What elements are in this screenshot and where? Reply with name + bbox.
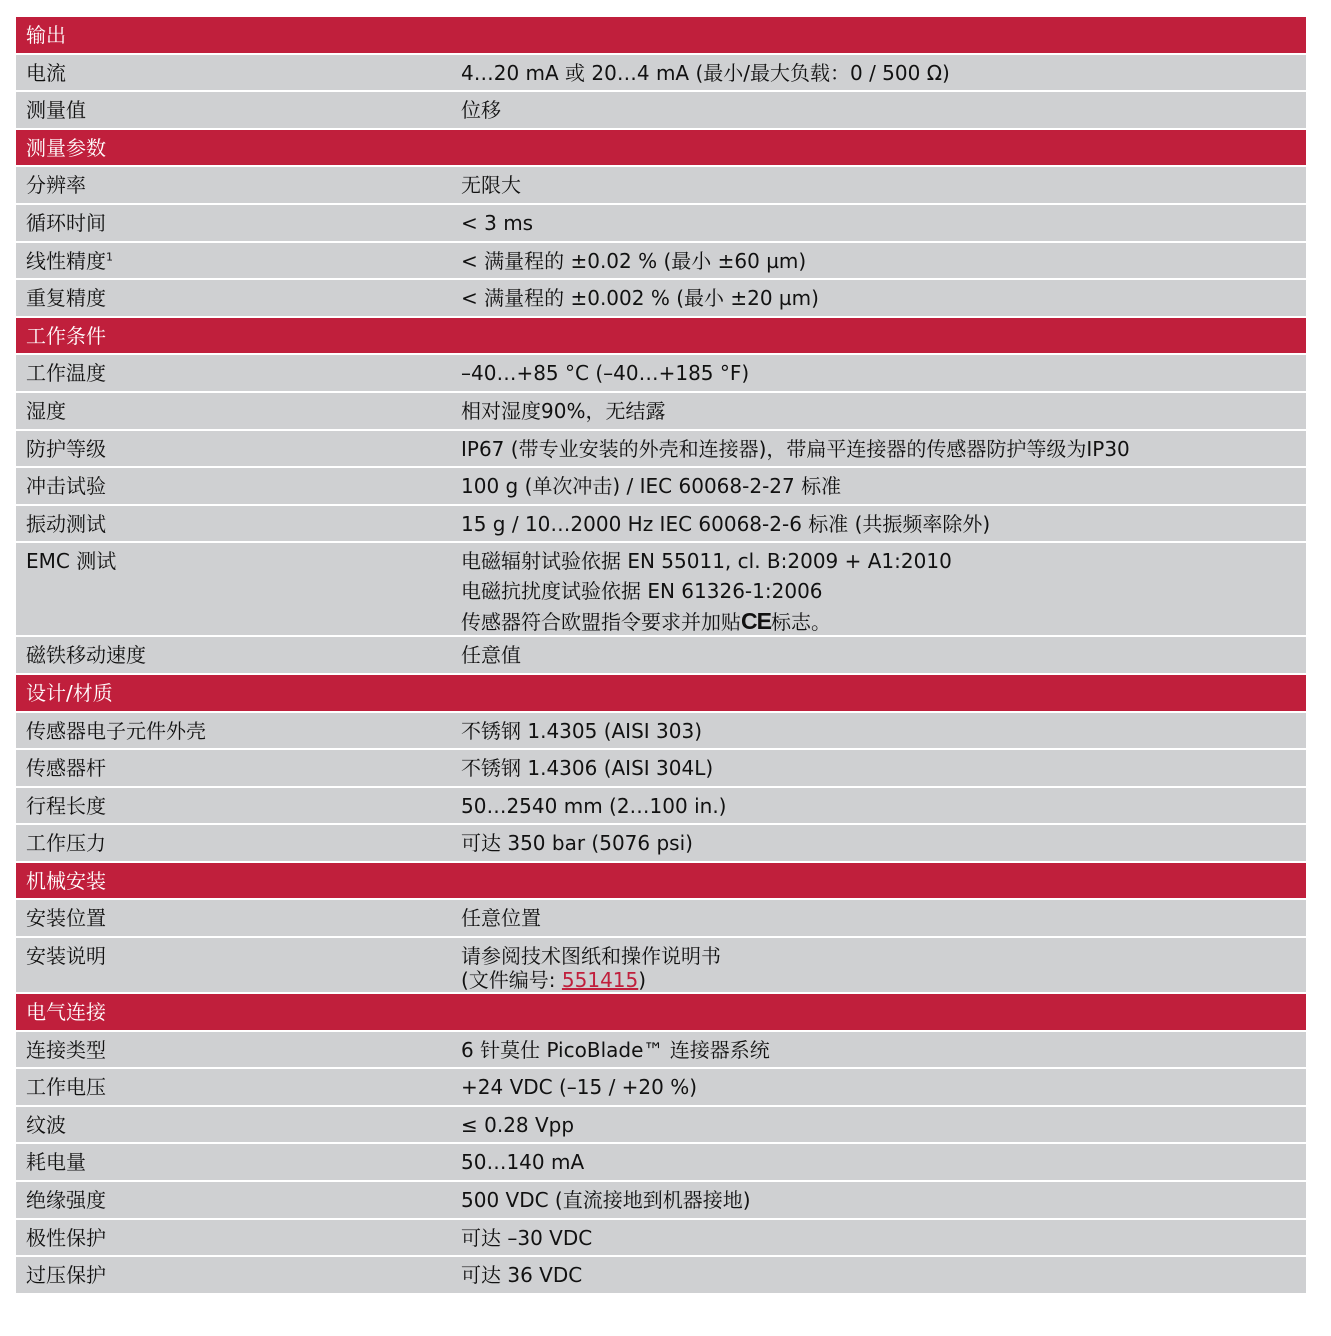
row-label: 重复精度 (26, 286, 106, 311)
row-value: 500 VDC (直流接地到机器接地) (461, 1188, 751, 1213)
table-row (16, 393, 1306, 431)
table-row (16, 355, 1306, 393)
section-header-output (16, 17, 1306, 55)
row-value: IP67 (带专业安装的外壳和连接器)，带扁平连接器的传感器防护等级为IP30 (461, 436, 1130, 461)
row-label: 防护等级 (26, 436, 106, 461)
row-label: 行程长度 (26, 793, 106, 818)
table-row-emc (16, 543, 1306, 637)
emc-line-1: 电磁辐射试验依据 EN 55011, cl. B:2009 + A1:2010 (461, 549, 952, 574)
row-label-text: 线性精度 (26, 248, 106, 273)
section-title: 输出 (26, 23, 66, 47)
table-row (16, 92, 1306, 130)
row-label: 工作温度 (26, 361, 106, 386)
table-row (16, 788, 1306, 826)
row-label: 测量值 (26, 98, 86, 123)
table-row (16, 1032, 1306, 1070)
row-label (16, 243, 461, 279)
row-value: 50…2540 mm (2…100 in.) (461, 793, 727, 818)
row-label: 过压保护 (26, 1263, 106, 1288)
row-value: < 满量程的 ±0.002 % (最小 ±20 µm) (461, 286, 819, 311)
row-value: 不锈钢 1.4305 (AISI 303) (461, 718, 703, 743)
section-header-operating-conditions (16, 318, 1306, 356)
table-row (16, 55, 1306, 93)
table-row (16, 1069, 1306, 1107)
row-value: 相对湿度90%，无结露 (461, 398, 666, 423)
row-label: 电流 (26, 60, 66, 85)
row-label: 绝缘强度 (26, 1188, 106, 1213)
row-value: –40…+85 °C (–40…+185 °F) (461, 361, 750, 386)
row-value: 可达 36 VDC (461, 1263, 583, 1288)
row-label: 传感器杆 (26, 756, 106, 781)
table-row (16, 1107, 1306, 1145)
row-label: 磁铁移动速度 (26, 643, 146, 668)
doc-number-prefix: (文件编号: (461, 968, 562, 993)
row-value: 50…140 mA (461, 1150, 585, 1175)
row-label: EMC 测试 (26, 549, 117, 574)
section-header-design-material (16, 675, 1306, 713)
table-row (16, 506, 1306, 544)
row-value: 100 g (单次冲击) / IEC 60068-2-27 标准 (461, 474, 842, 499)
section-title: 机械安装 (26, 868, 106, 893)
table-row (16, 205, 1306, 243)
footnote-marker: 1 (106, 249, 113, 263)
table-row (16, 468, 1306, 506)
row-value: +24 VDC (–15 / +20 %) (461, 1075, 698, 1100)
table-row (16, 431, 1306, 469)
emc-line-3 (461, 606, 1306, 637)
emc-line-2: 电磁抗扰度试验依据 EN 61326-1:2006 (461, 579, 823, 604)
table-row (16, 1220, 1306, 1258)
row-value: 任意值 (461, 643, 521, 668)
ce-prefix: 传感器符合欧盟指令要求并加贴 (461, 610, 741, 635)
doc-number-link[interactable]: 551415 (561, 968, 639, 993)
row-label: 安装说明 (26, 944, 106, 969)
row-value: 无限大 (461, 173, 521, 198)
table-row (16, 1257, 1306, 1295)
row-value: 15 g / 10…2000 Hz IEC 60068-2-6 标准 (共振频率除外) (461, 511, 991, 536)
table-row (16, 280, 1306, 318)
row-label: 纹波 (26, 1112, 66, 1137)
row-label: 连接类型 (26, 1037, 106, 1062)
row-label: 湿度 (26, 398, 66, 423)
table-row-mounting-instructions (16, 938, 1306, 994)
row-value: < 满量程的 ±0.02 % (最小 ±60 µm) (461, 248, 807, 273)
table-row (16, 1144, 1306, 1182)
table-row (16, 637, 1306, 675)
row-label: 安装位置 (26, 906, 106, 931)
section-title: 工作条件 (26, 323, 106, 348)
row-value: < 3 ms (461, 210, 534, 235)
ce-mark-icon: CE (741, 608, 771, 635)
row-value: 6 针莫仕 PicoBlade™ 连接器系统 (461, 1037, 770, 1062)
table-row (16, 167, 1306, 205)
section-header-electrical (16, 994, 1306, 1032)
section-header-measurement (16, 130, 1306, 168)
instructions-line-2 (461, 968, 1306, 992)
table-row (16, 243, 1306, 281)
row-label: 耗电量 (26, 1150, 86, 1175)
table-row (16, 750, 1306, 788)
row-value: 任意位置 (461, 906, 541, 931)
row-value (461, 543, 1306, 637)
row-label: 极性保护 (26, 1225, 106, 1250)
row-label: 工作压力 (26, 831, 106, 856)
row-label: 传感器电子元件外壳 (26, 718, 206, 743)
row-label: 分辨率 (26, 173, 86, 198)
ce-suffix: 标志。 (770, 610, 831, 635)
section-title: 设计/材质 (26, 680, 113, 705)
row-value: 4…20 mA 或 20…4 mA (最小/最大负载：0 / 500 Ω) (461, 60, 950, 85)
section-title: 测量参数 (26, 135, 106, 160)
row-value: 位移 (461, 98, 501, 123)
spec-table (16, 17, 1306, 1295)
row-value (461, 938, 1306, 992)
row-label: 冲击试验 (26, 474, 106, 499)
table-row (16, 1182, 1306, 1220)
row-value: 不锈钢 1.4306 (AISI 304L) (461, 756, 714, 781)
row-value: 可达 –30 VDC (461, 1225, 593, 1250)
section-header-mechanical-mounting (16, 863, 1306, 901)
row-value: ≤ 0.28 Vpp (461, 1112, 575, 1137)
table-row (16, 713, 1306, 751)
table-row (16, 825, 1306, 863)
row-label: 工作电压 (26, 1075, 106, 1100)
section-title: 电气连接 (26, 1000, 106, 1025)
table-row (16, 900, 1306, 938)
doc-number-suffix: ) (638, 968, 647, 993)
row-label: 振动测试 (26, 511, 106, 536)
instructions-line-1: 请参阅技术图纸和操作说明书 (461, 944, 721, 969)
row-value: 可达 350 bar (5076 psi) (461, 831, 693, 856)
row-label: 循环时间 (26, 210, 106, 235)
